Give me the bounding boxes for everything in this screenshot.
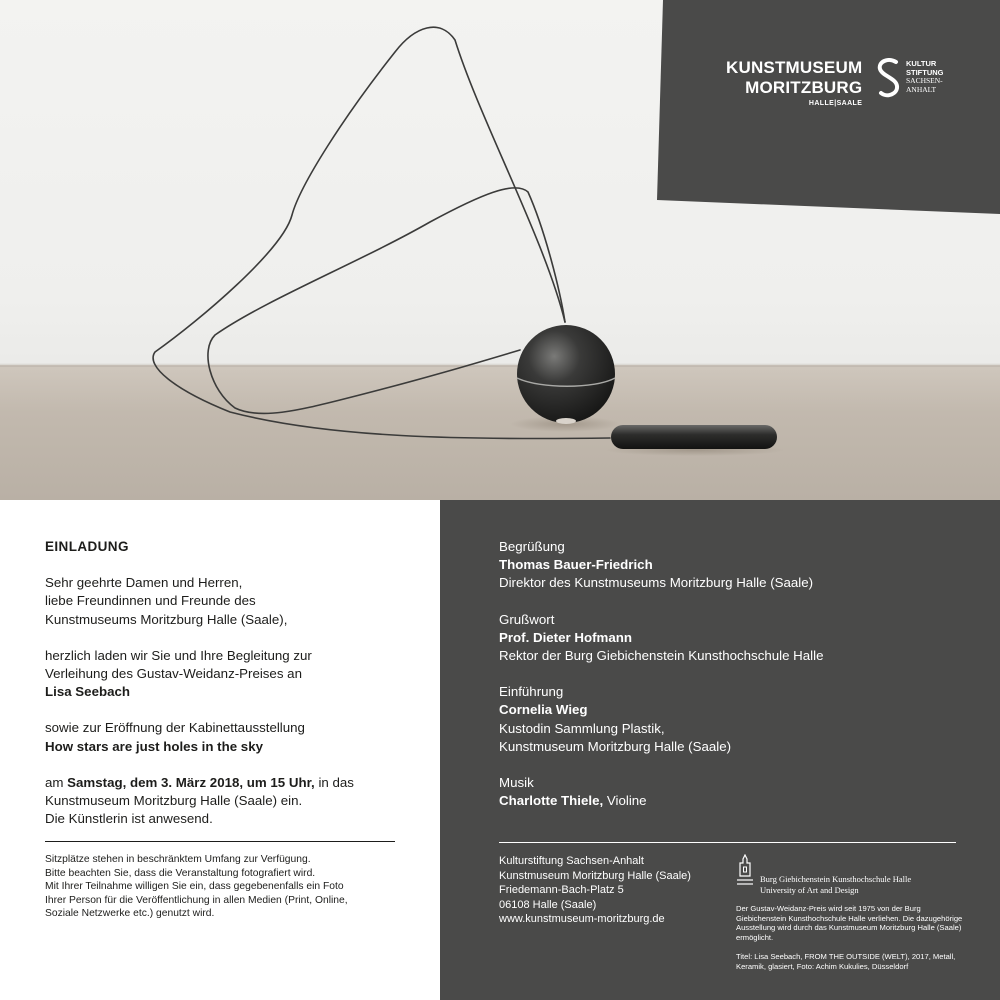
website-link[interactable]: www.kunstmuseum-moritzburg.de xyxy=(499,913,665,925)
event-date: Samstag, dem 3. März 2018, um 15 Uhr, xyxy=(67,774,315,790)
burg-name-line-2: University of Art and Design xyxy=(760,884,859,895)
burg-name-line-1: Burg Giebichenstein Kunsthochschule Halle xyxy=(760,874,912,884)
stiftung-line-1: KULTUR xyxy=(906,59,937,68)
sphere-base xyxy=(556,418,576,424)
prize-note: Der Gustav-Weidanz-Preis wird seit 1975 von der Burg Giebichenstein Kunsthochschule Halle verliehen. Die dazugehörige Ausstellung wird durch das Kunstmuseum Moritzburg Halle (Saale) ermöglicht. xyxy=(736,904,963,942)
invite-line: herzlich laden wir Sie und Ihre Begleitung zur xyxy=(45,647,312,663)
stiftung-line-2: STIFTUNG xyxy=(906,67,944,77)
program-speaker: Prof. Dieter Hofmann xyxy=(499,629,632,645)
salutation-line: Kunstmuseums Moritzburg Halle (Saale), xyxy=(45,611,288,627)
address-line: 06108 Halle (Saale) xyxy=(499,898,597,911)
program-role: Rektor der Burg Giebichenstein Kunsthochschule Halle xyxy=(499,648,824,664)
logo-line-1: KUNSTMUSEUM xyxy=(726,58,863,77)
address-line: Kulturstiftung Sachsen-Anhalt xyxy=(499,855,644,867)
program-role: Kunstmuseum Moritzburg Halle (Saale) xyxy=(499,738,732,754)
note-line: Sitzplätze stehen in beschränktem Umfang zur Verfügung. xyxy=(45,854,311,865)
program-panel xyxy=(440,500,1000,1000)
date-line xyxy=(45,774,405,792)
ceramic-sphere xyxy=(517,325,615,423)
program-item-welcome xyxy=(499,611,979,666)
exhibition-title: How stars are just holes in the sky xyxy=(45,738,263,754)
notes xyxy=(45,853,405,921)
address-block xyxy=(499,854,719,927)
note-line: Mit Ihrer Teilnahme willigen Sie ein, dass gegebenenfalls ein Foto xyxy=(45,881,344,893)
note-line: Ihrer Person für die Veröffentlichung in allen Medien (Print, Online, xyxy=(45,894,348,906)
date-prefix: am xyxy=(45,774,68,790)
logo-city: HALLE|SAALE xyxy=(808,100,863,107)
program-role: Kustodin Sammlung Plastik, xyxy=(499,720,665,736)
program-item-introduction xyxy=(499,683,979,756)
program-speaker: Thomas Bauer-Friedrich xyxy=(499,557,653,573)
ceramic-rod xyxy=(611,425,777,449)
program-label: Einführung xyxy=(499,684,564,700)
program-role: Violine xyxy=(603,793,647,809)
burg-name xyxy=(760,874,911,895)
invitation-text xyxy=(45,538,405,920)
salutation-line: liebe Freundinnen und Freunde des xyxy=(45,593,256,609)
stiftung-line-4: ANHALT xyxy=(906,84,937,94)
kulturstiftung-wordmark xyxy=(906,60,944,94)
divider xyxy=(499,842,956,843)
program-item-music xyxy=(499,774,979,810)
kulturstiftung-s-mark-icon xyxy=(876,58,902,98)
program-list xyxy=(499,538,979,828)
program-speaker: Cornelia Wieg xyxy=(499,702,588,718)
note-line: Soziale Netzwerke etc.) genutzt wird. xyxy=(45,908,215,920)
program-item-greeting xyxy=(499,538,979,593)
exhibition-intro: sowie zur Eröffnung der Kabinettausstellung xyxy=(45,720,305,736)
divider xyxy=(45,841,395,842)
stiftung-line-3: SACHSEN- xyxy=(906,76,943,85)
invite-line: Verleihung des Gustav-Weidanz-Preises an xyxy=(45,666,302,682)
program-role: Direktor des Kunstmuseums Moritzburg Halle (Saale) xyxy=(499,575,814,591)
museum-logo xyxy=(726,58,944,107)
salutation-line: Sehr geehrte Damen und Herren, xyxy=(45,575,243,591)
address-line: Kunstmuseum Moritzburg Halle (Saale) xyxy=(499,869,691,882)
address-line: Friedemann-Bach-Platz 5 xyxy=(499,884,624,896)
note-line: Bitte beachten Sie, dass die Veranstaltung fotografiert wird. xyxy=(45,867,316,879)
wire-loop-inner xyxy=(208,188,565,414)
date-suffix: in das xyxy=(314,774,354,790)
logo-panel xyxy=(0,0,1000,215)
invitation-title: EINLADUNG xyxy=(45,539,129,554)
artist-name: Lisa Seebach xyxy=(45,684,130,700)
program-label: Musik xyxy=(499,775,534,791)
program-speaker: Charlotte Thiele, xyxy=(499,793,604,809)
logo-line-2: MORITZBURG xyxy=(745,78,863,97)
venue-line: Kunstmuseum Moritzburg Halle (Saale) ein. xyxy=(45,793,303,809)
presence-line: Die Künstlerin ist anwesend. xyxy=(45,811,213,827)
program-label: Begrüßung xyxy=(499,539,565,554)
burg-tower-icon xyxy=(736,854,754,888)
title-credit: Titel: Lisa Seebach, FROM THE OUTSIDE (WELT), 2017, Metall, Keramik, glasiert, Foto: Achim Kukulies, Düsseldorf xyxy=(736,952,956,971)
program-label: Grußwort xyxy=(499,611,555,627)
